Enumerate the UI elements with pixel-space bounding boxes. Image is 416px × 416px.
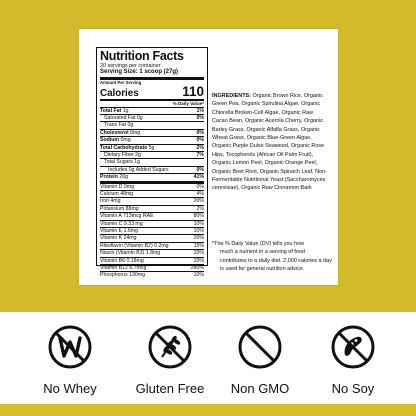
- nutrient-name: Dietary Fiber: [104, 151, 134, 158]
- vitamin-row: [100, 243, 204, 250]
- vitamin-amount: 130mg: [129, 272, 146, 279]
- vitamin-row: [100, 184, 204, 191]
- vitamin-row: [100, 235, 204, 242]
- vitamin-amount: 24mg: [123, 235, 137, 242]
- vitamin-name: Vitamin D: [100, 183, 123, 190]
- calories-label: Calories: [100, 87, 139, 99]
- nutrient-dv: 7%: [196, 151, 204, 158]
- vitamin-dv: 2%: [196, 205, 204, 212]
- calories-value: 110: [182, 83, 204, 99]
- nutrient-name: Sodium: [100, 137, 120, 144]
- vitamin-name: Phosphorus: [100, 272, 128, 279]
- nutrient-row-total-carbohydrate: [100, 145, 204, 152]
- vitamin-dv: 80%: [193, 213, 204, 220]
- vitamin-dv: 10%: [193, 257, 204, 264]
- nutrient-name: Total Carbohydrate: [100, 144, 148, 151]
- vitamin-amount: 0.2mg: [154, 242, 169, 249]
- vitamin-amount: 1.8mg: [145, 250, 161, 257]
- footnote-line-1: *The % Daily Value (DV) tells you how: [212, 241, 305, 247]
- ingredients-text: [212, 92, 330, 193]
- nutrient-row-total-sugars: [100, 159, 204, 166]
- vitamin-name: Vitamin B12: [100, 265, 128, 272]
- vitamin-dv: 10%: [193, 220, 204, 227]
- vitamin-row: [100, 250, 204, 257]
- vitamin-name: Calcium: [100, 190, 119, 197]
- badge-label: No Soy: [331, 381, 375, 396]
- nutrient-name: Trans Fat: [104, 122, 127, 129]
- nutrient-dv: 1%: [196, 107, 204, 114]
- nutrient-amount: 0mg: [120, 137, 131, 144]
- nutrient-dv: 0%: [196, 137, 204, 144]
- vitamin-amount: 0mg: [123, 183, 134, 190]
- badge-no-whey: [18, 325, 122, 396]
- nutrient-dv: 2%: [196, 144, 204, 151]
- vitamin-amount: 0.18mg: [126, 257, 144, 264]
- nutrient-dv: 0%: [196, 166, 204, 173]
- vitamin-amount: 88mg: [125, 205, 139, 212]
- serving-size: Serving Size: 1 scoop (27g): [100, 69, 204, 80]
- amount-per-serving: Amount Per Serving: [100, 79, 142, 85]
- nutrient-row-cholesterol: [100, 130, 204, 137]
- vitamin-dv: 10%: [193, 272, 204, 279]
- vitamin-name: Riboflavin (Vitamin B2): [100, 242, 153, 249]
- servings-per-container: 20 servings per container: [100, 63, 161, 69]
- vitamin-amount: 6.7mcg: [129, 265, 147, 272]
- no-soy-icon: [331, 325, 375, 369]
- nutrient-amount: 0g: [127, 122, 134, 129]
- vitamin-row: [100, 206, 204, 213]
- nutrient-name: Protein: [100, 174, 118, 181]
- footnote-rest: much a nutrient in a serving of food contributes to a daily diet. 2,000 calories a day is used for general nutrition advice.: [220, 249, 332, 273]
- nutrient-row-trans-fat: [100, 122, 204, 129]
- no-whey-icon: [48, 325, 92, 369]
- nutrient-row-sodium: [100, 137, 204, 144]
- nutrient-name: Cholesterol: [100, 129, 129, 136]
- nutrient-row-dietary-fiber: [100, 152, 204, 159]
- nutrient-name: Total Sugars: [104, 159, 133, 166]
- badge-non-gmo: [208, 325, 312, 396]
- vitamin-name: Iron: [100, 198, 109, 205]
- nutrition-facts-panel: [96, 47, 208, 279]
- vitamin-row: [100, 228, 204, 235]
- vitamin-row: [100, 258, 204, 265]
- vitamin-name: Vitamin C: [100, 220, 123, 227]
- nutrient-amount: 5g: [148, 144, 155, 151]
- vitamin-dv: 10%: [193, 228, 204, 234]
- nutrient-amount: 2g: [135, 151, 141, 158]
- vitamin-row: [100, 198, 204, 205]
- nutrient-name: Saturated Fat: [104, 114, 136, 121]
- vitamin-row: [100, 221, 204, 228]
- nutrient-amount: 0mg: [130, 129, 141, 136]
- vitamin-name: Potassium: [100, 205, 125, 212]
- bottom-strip: [0, 404, 416, 416]
- badge-label: Gluten Free: [135, 381, 205, 396]
- vitamin-amount: 4mg: [110, 198, 121, 205]
- nutrient-amount: 1g: [122, 107, 129, 114]
- vitamin-name: Vitamin B6: [100, 257, 125, 264]
- vitamin-row: [100, 213, 204, 220]
- vitamin-amount: 9.33 mg: [123, 220, 143, 227]
- daily-value-header: % Daily Value*: [100, 101, 204, 108]
- nutrient-row-added-sugars: [100, 167, 204, 174]
- daily-value-footnote: [212, 240, 332, 274]
- nutrient-amount: 1g: [134, 159, 141, 166]
- vitamin-dv: 15%: [193, 242, 204, 249]
- vitamin-row: [100, 265, 204, 272]
- nutrient-dv: 0%: [196, 114, 204, 121]
- nutrient-amount: 0g Added Sugars: [128, 166, 169, 173]
- vitamin-name: Vitamin K: [100, 235, 123, 242]
- vitamin-row: [100, 272, 204, 278]
- nutrient-amount: 0g: [136, 114, 143, 121]
- vitamin-dv: 20%: [193, 235, 204, 242]
- vitamin-dv: 280%: [190, 265, 204, 272]
- nutrient-name: Total Fat: [100, 107, 122, 114]
- vitamin-dv: 0%: [196, 183, 204, 190]
- calories-row: [100, 85, 204, 101]
- nutrient-row-total-fat: [100, 108, 204, 115]
- vitamin-list: [100, 184, 204, 279]
- badge-no-soy: [301, 325, 405, 396]
- nutrient-dv: 0%: [196, 129, 204, 136]
- vitamin-name: Niacin (Vitamin B3): [100, 250, 145, 257]
- nutrient-amount: 20g: [119, 174, 128, 181]
- vitamin-amount: 713mcg RAE: [122, 213, 154, 220]
- badge-gluten-free: [118, 325, 222, 396]
- nutrition-facts-title: Nutrition Facts: [100, 49, 184, 63]
- non-gmo-icon: [238, 325, 282, 369]
- vitamin-amount: 48mg: [120, 190, 134, 197]
- ingredients-list: Organic Brown Rice, Organic Green Pea, Organic Spirulina Algae, Organic Chlorella Broken-Cell Algae, Organic Raw Cacao Bean, Organic Acerola Cherry, Organic Barley Grass, Organic Alfalfa Grass, Organic Wheat Grass, Organic Blue-Green Algae, Organic Purple Dulse Seaweed, Organic Rose Hips, Tocopherols (African Oil Palm Fruit), Organic Lemon Peel, Organic Orange Peel, Organic Beet Root, Organic Spinach Leaf, Non-Fermentable Nutritional Yeast (Saccharomyces cerevisiae), Organic Raw Cinnamon Bark: [212, 93, 327, 192]
- gluten-free-icon: [148, 325, 192, 369]
- nutrient-name: Includes: [108, 166, 128, 173]
- nutrient-row-protein: [100, 174, 204, 183]
- ingredients-label: INGREDIENTS:: [212, 93, 251, 99]
- vitamin-row: [100, 191, 204, 198]
- nutrient-row-saturated-fat: [100, 115, 204, 122]
- vitamin-amount: 1.6mg: [123, 228, 138, 234]
- vitamin-dv: 10%: [193, 250, 204, 257]
- vitamin-dv: 20%: [193, 198, 204, 205]
- badge-label: No Whey: [43, 381, 97, 396]
- vitamin-name: Vitamin E: [100, 228, 123, 234]
- nutrient-dv: 41%: [193, 174, 204, 181]
- vitamin-name: Vitamin A: [100, 213, 122, 220]
- badge-label: Non GMO: [230, 381, 290, 396]
- vitamin-dv: 4%: [196, 190, 204, 197]
